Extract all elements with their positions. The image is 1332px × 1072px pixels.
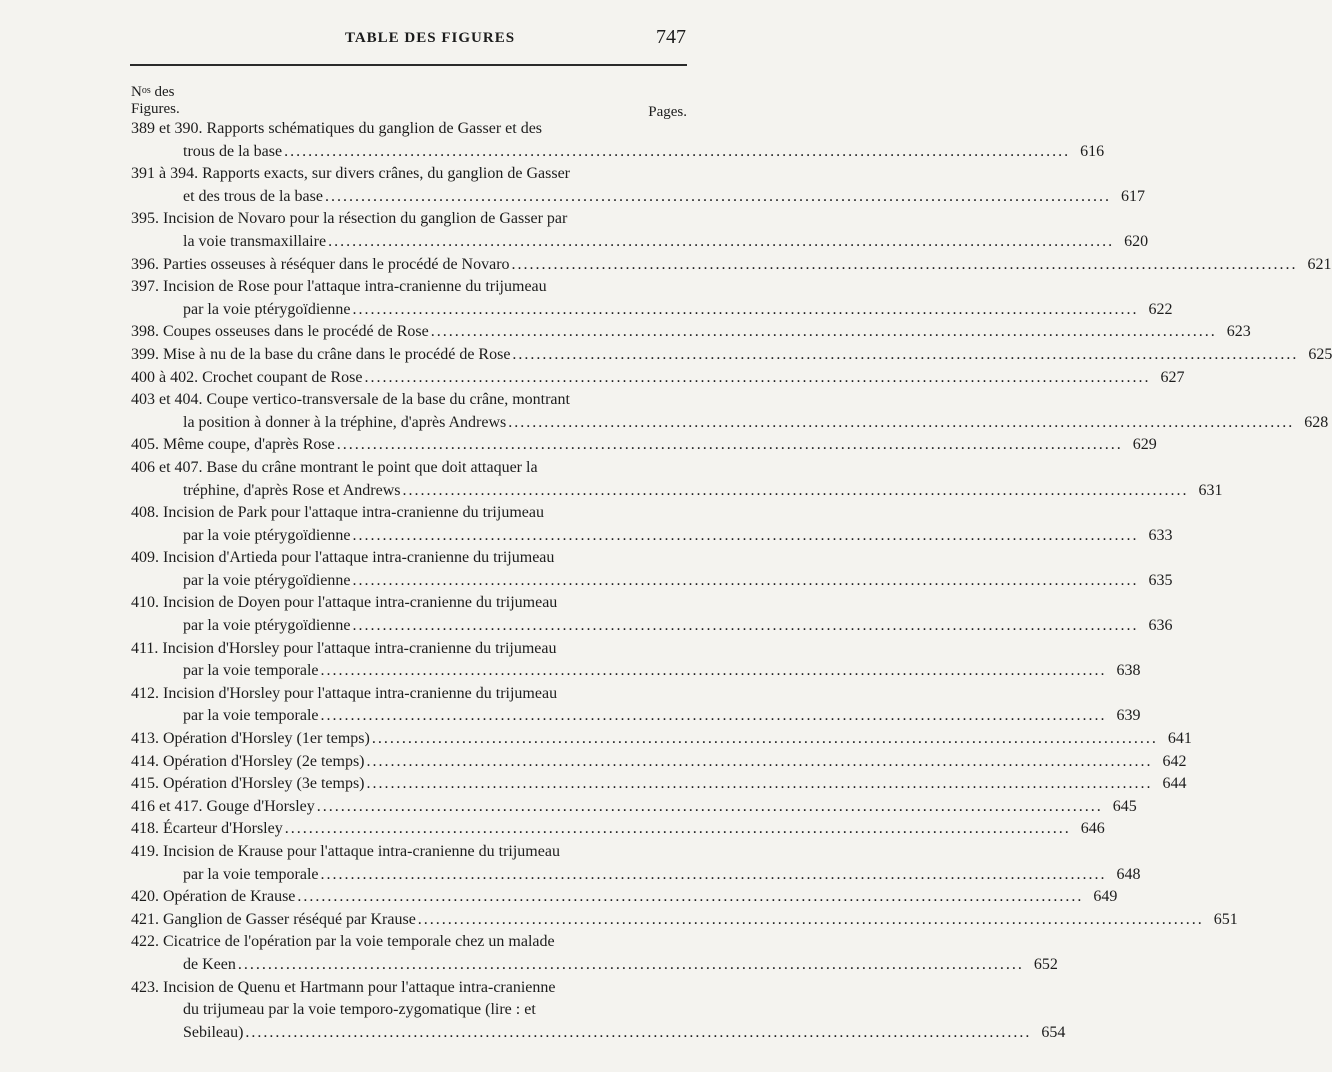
figure-entry-text: par la voie ptérygoïdienne — [183, 617, 351, 635]
figure-entry-line — [131, 163, 687, 186]
figure-entry-line — [131, 525, 1173, 548]
figure-page-number: 652 — [1033, 955, 1058, 973]
dot-leader — [351, 615, 1143, 638]
figure-entry-text: 420. Opération de Krause — [131, 888, 296, 906]
figure-entry-line — [131, 660, 1141, 683]
figure-entry-line — [131, 931, 687, 954]
figure-page-number: 648 — [1116, 865, 1141, 883]
figure-entry-text: par la voie temporale — [183, 662, 319, 680]
figure-entry-text: par la voie temporale — [183, 865, 319, 883]
figure-entry-text: 397. Incision de Rose pour l'attaque intra-cranienne du trijumeau — [131, 278, 547, 296]
figure-page-number: 645 — [1112, 797, 1137, 815]
header-rule — [130, 64, 687, 66]
dot-leader — [315, 796, 1107, 819]
header-title: TABLE DES FIGURES — [344, 30, 516, 46]
figure-entry-text: du trijumeau par la voie temporo-zygomatique (lire : et — [183, 1001, 536, 1019]
figure-entry-text: 415. Opération d'Horsley (3e temps) — [131, 775, 365, 793]
dot-leader — [295, 886, 1087, 909]
figure-page-number: 631 — [1198, 481, 1223, 499]
figure-entry-line — [131, 751, 1187, 774]
figure-page-number: 627 — [1160, 368, 1185, 386]
figure-entry-text: 400 à 402. Crochet coupant de Rose — [131, 368, 363, 386]
dot-leader — [401, 480, 1193, 503]
dot-leader — [319, 864, 1111, 887]
dot-leader — [510, 254, 1302, 277]
figure-entry-text: 411. Incision d'Horsley pour l'attaque intra-cranienne du trijumeau — [131, 639, 557, 657]
figure-entry-text: 410. Incision de Doyen pour l'attaque intra-cranienne du trijumeau — [131, 594, 558, 612]
figure-entry-line — [131, 389, 687, 412]
figure-entry-text: 391 à 394. Rapports exacts, sur divers crânes, du ganglion de Gasser — [131, 165, 570, 183]
figure-entry-text: par la voie ptérygoïdienne — [183, 526, 351, 544]
dot-leader — [326, 231, 1118, 254]
figure-entry-text: 399. Mise à nu de la base du crâne dans le procédé de Rose — [131, 345, 511, 363]
figure-entry-text: par la voie ptérygoïdienne — [183, 571, 351, 589]
figure-page-number: 639 — [1116, 707, 1141, 725]
figure-page-number: 636 — [1148, 617, 1173, 635]
figure-entry-line — [131, 118, 687, 141]
figure-page-number: 620 — [1124, 232, 1149, 250]
figure-entry-text: 419. Incision de Krause pour l'attaque intra-cranienne du trijumeau — [131, 843, 560, 860]
figure-entry-text: 398. Coupes osseuses dans le procédé de Rose — [131, 323, 429, 341]
figure-page-number: 628 — [1304, 413, 1329, 431]
figure-entry-line — [131, 276, 687, 299]
figure-page-number: 646 — [1080, 820, 1105, 838]
dot-leader — [351, 299, 1143, 322]
figure-entry-line — [131, 367, 1185, 390]
figure-entry-line — [131, 773, 1187, 796]
figure-entry-text: et des trous de la base — [183, 187, 323, 205]
dot-leader — [365, 751, 1157, 774]
figure-entry-line — [131, 434, 1157, 457]
figure-page-number: 649 — [1093, 888, 1118, 906]
figure-entry-line — [131, 547, 687, 570]
figure-page-number: 616 — [1080, 142, 1105, 160]
dot-leader — [351, 525, 1143, 548]
figure-entry-text: la voie transmaxillaire — [183, 232, 327, 250]
figure-entry-line — [131, 638, 687, 661]
figure-entry-line — [131, 592, 687, 615]
figure-entry-text: Sebileau) — [183, 1023, 244, 1041]
dot-leader — [236, 954, 1028, 977]
dot-leader — [282, 141, 1074, 164]
figure-entry-line — [131, 909, 1238, 932]
figure-page-number: 638 — [1116, 662, 1141, 680]
figure-entry-line — [131, 999, 687, 1022]
figure-entry-line — [131, 954, 1058, 977]
figure-entry-line — [131, 412, 1329, 435]
dot-leader — [363, 367, 1155, 390]
figure-entry-line — [131, 480, 1223, 503]
numbers-heading: $N^{os}$ des Figures. — [131, 84, 180, 117]
figure-entry-line — [131, 796, 1137, 819]
figure-entry-text: 418. Écarteur d'Horsley — [131, 820, 283, 838]
figure-page-number: 654 — [1041, 1023, 1066, 1041]
dot-leader — [283, 818, 1075, 841]
figure-page-number: 621 — [1307, 255, 1332, 273]
figure-page-number: 641 — [1167, 730, 1192, 748]
dot-leader — [510, 344, 1302, 367]
figure-entry-line — [131, 977, 687, 1000]
figure-entry-line — [131, 1022, 1066, 1045]
figure-entry-text: trous de la base — [183, 142, 283, 160]
figure-entry-line — [131, 299, 1173, 322]
figure-entry-text: 408. Incision de Park pour l'attaque intra-cranienne du trijumeau — [131, 504, 544, 522]
figure-entry-text: de Keen — [183, 955, 236, 973]
figure-page-number: 625 — [1308, 345, 1332, 363]
figure-entry-text: la position à donner à la tréphine, d'après Andrews — [183, 413, 507, 431]
figure-entry-line — [131, 886, 1118, 909]
figure-entry-text: 422. Cicatrice de l'opération par la voie temporale chez un malade — [131, 933, 555, 951]
figure-page-number: 629 — [1132, 436, 1157, 454]
figure-entry-line — [131, 728, 1192, 751]
figure-page-number: 633 — [1148, 526, 1173, 544]
figure-page-number: 617 — [1120, 187, 1145, 205]
figure-page-number: 651 — [1213, 910, 1238, 928]
dot-leader — [351, 570, 1143, 593]
figure-entry-line — [131, 841, 687, 864]
figure-page-number: 642 — [1162, 752, 1187, 770]
figure-entry-text: 389 et 390. Rapports schématiques du ganglion de Gasser et des — [131, 120, 543, 137]
dot-leader — [506, 412, 1298, 435]
figure-entry-text: tréphine, d'après Rose et Andrews — [183, 481, 401, 499]
figure-entry-line — [131, 570, 1173, 593]
figure-entry-text: 421. Ganglion de Gasser réséqué par Krause — [131, 910, 416, 928]
dot-leader — [243, 1022, 1035, 1045]
figure-entry-line — [131, 186, 1145, 209]
dot-leader — [416, 909, 1208, 932]
figure-entry-text: 414. Opération d'Horsley (2e temps) — [131, 752, 365, 770]
figure-entry-text: 396. Parties osseuses à réséquer dans le procédé de Novaro — [131, 255, 510, 273]
figure-entry-line — [131, 818, 1105, 841]
figure-entry-line — [131, 231, 1149, 254]
figure-entry-line — [131, 502, 687, 525]
figure-entry-text: 412. Incision d'Horsley pour l'attaque intra-cranienne du trijumeau — [131, 684, 558, 702]
figure-entry-line — [131, 254, 1332, 277]
figure-entry-line — [131, 208, 687, 231]
figure-entry-text: 395. Incision de Novaro pour la résection du ganglion de Gasser par — [131, 210, 568, 228]
figure-entry-line — [131, 457, 687, 480]
dot-leader — [429, 321, 1221, 344]
figure-page-number: 622 — [1148, 300, 1173, 318]
figure-entry-text: 423. Incision de Quenu et Hartmann pour l'attaque intra-cranienne — [131, 978, 556, 996]
figure-entry-line — [131, 864, 1141, 887]
figure-entry-text: 403 et 404. Coupe vertico-transversale de la base du crâne, montrant — [131, 391, 570, 409]
dot-leader — [365, 773, 1157, 796]
running-header — [130, 26, 690, 58]
pages-heading: Pages. — [648, 104, 687, 120]
figure-entry-line — [131, 141, 1105, 164]
figure-entry-line — [131, 683, 687, 706]
figure-entry-text: 406 et 407. Base du crâne montrant le point que doit attaquer la — [131, 458, 538, 476]
figure-entry-text: par la voie ptérygoïdienne — [183, 300, 351, 318]
figure-list — [131, 118, 1332, 1044]
figure-entry-line — [131, 321, 1251, 344]
dot-leader — [323, 186, 1115, 209]
dot-leader — [319, 705, 1111, 728]
figure-entry-text: 405. Même coupe, d'après Rose — [131, 436, 335, 454]
dot-leader — [370, 728, 1162, 751]
figure-page-number: 623 — [1226, 323, 1251, 341]
dot-leader — [319, 660, 1111, 683]
figure-entry-text: 416 et 417. Gouge d'Horsley — [131, 797, 315, 815]
figure-entry-text: 409. Incision d'Artieda pour l'attaque intra-cranienne du trijumeau — [131, 549, 555, 567]
figure-entry-line — [131, 705, 1141, 728]
header-page-number: 747 — [656, 26, 686, 48]
figure-entry-line — [131, 344, 1332, 367]
figure-page-number: 644 — [1162, 775, 1187, 793]
figure-entry-line — [131, 615, 1173, 638]
figure-entry-text: par la voie temporale — [183, 707, 319, 725]
figure-page-number: 635 — [1148, 571, 1173, 589]
dot-leader — [335, 434, 1127, 457]
figure-entry-text: 413. Opération d'Horsley (1er temps) — [131, 730, 370, 748]
